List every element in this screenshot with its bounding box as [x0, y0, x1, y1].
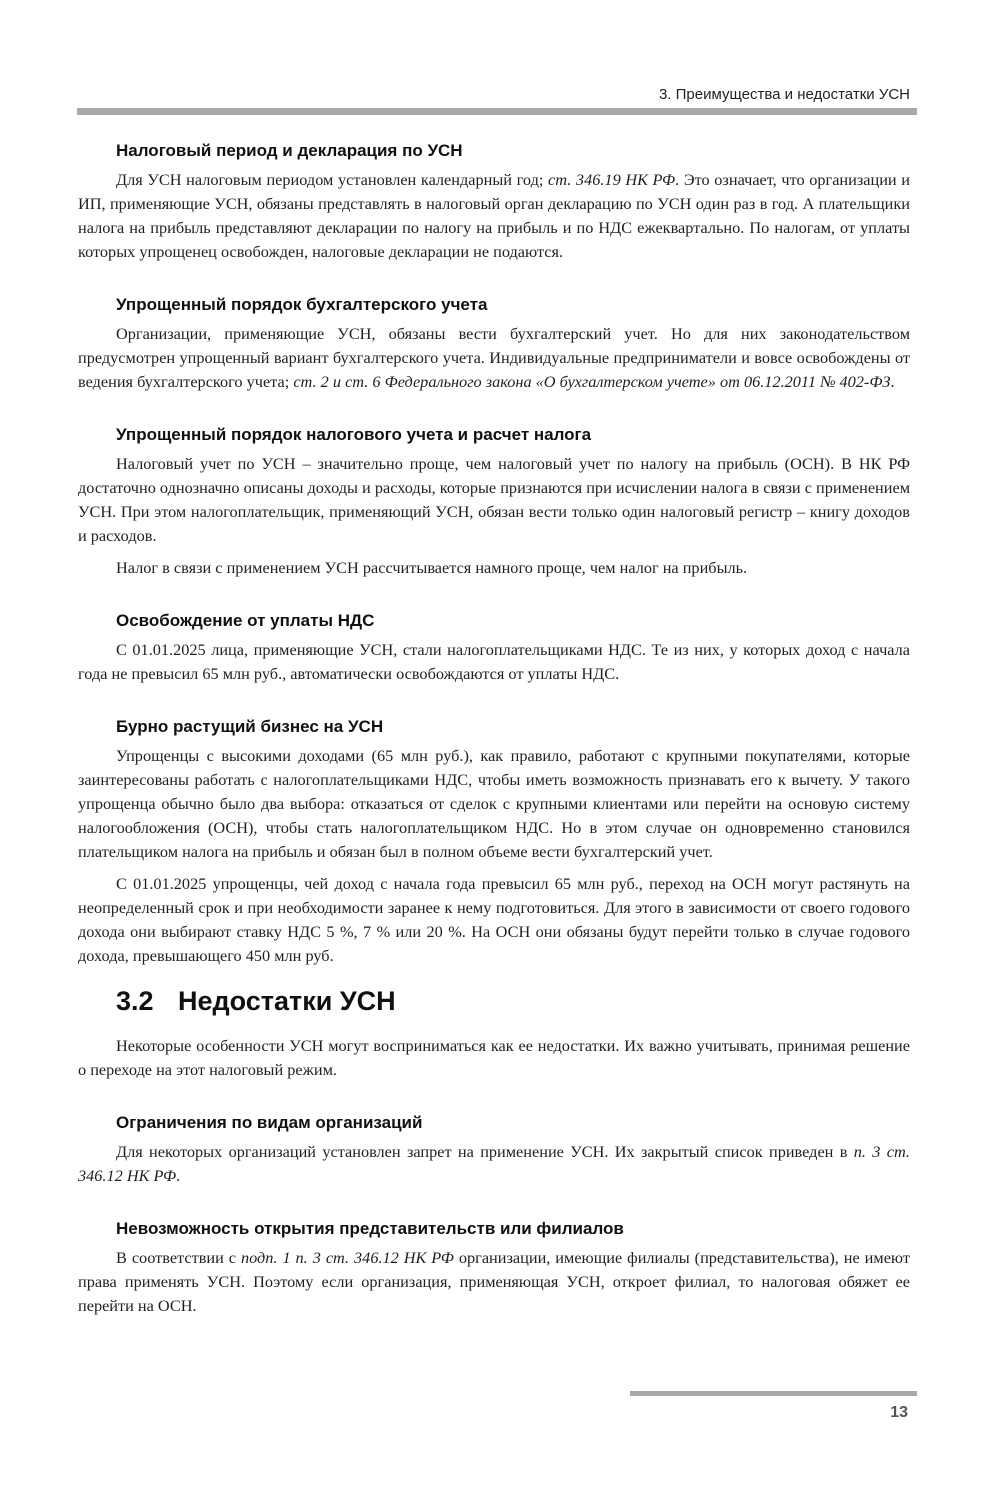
footer-rule [630, 1391, 917, 1396]
subheading-vat-exemption: Освобождение от уплаты НДС [116, 611, 375, 630]
paragraph: Налог в связи с применением УСН рассчитывается намного проще, чем налог на прибыль. [116, 558, 748, 577]
section-number: 3.2 [116, 986, 154, 1016]
paragraph: В соответствии с подп. 1 п. 3 ст. 346.12 НК РФ организации, имеющие филиалы (представительства), не имеют права применять УСН. Поэтому если организация, применяющая УСН, откроет филиал, то налоговая обяжет ее перейти на ОСН. [78, 1248, 910, 1315]
subheading-branches: Невозможность открытия представительств или филиалов [116, 1219, 624, 1238]
paragraph: Некоторые особенности УСН могут восприниматься как ее недостатки. Их важно учитывать, принимая решение о переходе на этот налоговый режим. [78, 1036, 910, 1079]
section-title: Недостатки УСН [178, 986, 396, 1016]
law-reference: подп. 1 п. 3 ст. 346.12 НК РФ [240, 1248, 454, 1267]
subheading-tax-accounting: Упрощенный порядок налогового учета и расчет налога [116, 425, 592, 444]
subheading-accounting: Упрощенный порядок бухгалтерского учета [116, 295, 488, 314]
page-body [78, 140, 910, 1326]
law-reference: п. 3 ст. 346.12 НК РФ [78, 1142, 910, 1185]
law-reference: ст. 346.19 НК РФ [548, 170, 676, 189]
page-number: 13 [890, 1404, 908, 1421]
running-header: 3. Преимущества и недостатки УСН [658, 86, 910, 103]
subheading-org-restrictions: Ограничения по видам организаций [116, 1113, 423, 1132]
law-reference: ст. 2 и ст. 6 Федерального закона «О бухгалтерском учете» от 06.12.2011 № 402-ФЗ [293, 372, 891, 391]
section-heading [116, 982, 910, 1020]
header-rule [77, 108, 917, 115]
subheading-tax-period: Налоговый период и декларация по УСН [116, 141, 463, 160]
paragraph: Налоговый учет по УСН – значительно проще, чем налоговый учет по налогу на прибыль (ОСН). В НК РФ достаточно однозначно описаны доходы и расходы, которые признаются при исчислении налога в связи с применением УСН. При этом налогоплательщик, применяющий УСН, обязан вести только один налоговый регистр – книгу доходов и расходов. [78, 454, 910, 545]
paragraph: Организации, применяющие УСН, обязаны вести бухгалтерский учет. Но для них законодательством предусмотрен упрощенный вариант бухгалтерского учета. Индивидуальные предприниматели и вовсе освобождены от ведения бухгалтерского учета; ст. 2 и ст. 6 Федерального закона «О бухгалтерском учете» от 06.12.2011 № 402-ФЗ. [78, 324, 910, 391]
paragraph: С 01.01.2025 упрощенцы, чей доход с начала года превысил 65 млн руб., переход на ОСН могут растянуть на неопределенный срок и при необходимости заранее к нему подготовиться. Для этого в зависимости от своего годового дохода они выбирают ставку НДС 5 %, 7 % или 20 %. На ОСН они обязаны будут перейти только в случае годового дохода, превышающего 450 млн руб. [78, 874, 910, 965]
paragraph: С 01.01.2025 лица, применяющие УСН, стали налогоплательщиками НДС. Те из них, у которых доход с начала года не превысил 65 млн руб., автоматически освобождаются от уплаты НДС. [78, 640, 910, 683]
paragraph: Для УСН налоговым периодом установлен календарный год; ст. 346.19 НК РФ. Это означает, что организации и ИП, применяющие УСН, обязаны представлять в налоговый орган декларацию по УСН один раз в год. А плательщики налога на прибыль представляют декларации по налогу на прибыль и по НДС ежеквартально. По налогам, от уплаты которых упрощенец освобожден, налоговые декларации не подаются. [78, 170, 910, 261]
paragraph: Упрощенцы с высокими доходами (65 млн руб.), как правило, работают с крупными покупателями, которые заинтересованы работать с налогоплательщиками НДС, чтобы иметь возможность признавать его к вычету. У такого упрощенца обычно было два выбора: отказаться от сделок с крупными клиентами или перейти на основую систему налогообложения (ОСН), чтобы стать налогоплательщиком НДС. Но в этом случае он одновременно становился плательщиком налога на прибыль и обязан был в полном объеме вести бухгалтерский учет. [78, 746, 910, 861]
subheading-growing-business: Бурно растущий бизнес на УСН [116, 717, 384, 736]
paragraph: Для некоторых организаций установлен запрет на применение УСН. Их закрытый список приведен в п. 3 ст. 346.12 НК РФ. [78, 1142, 910, 1185]
